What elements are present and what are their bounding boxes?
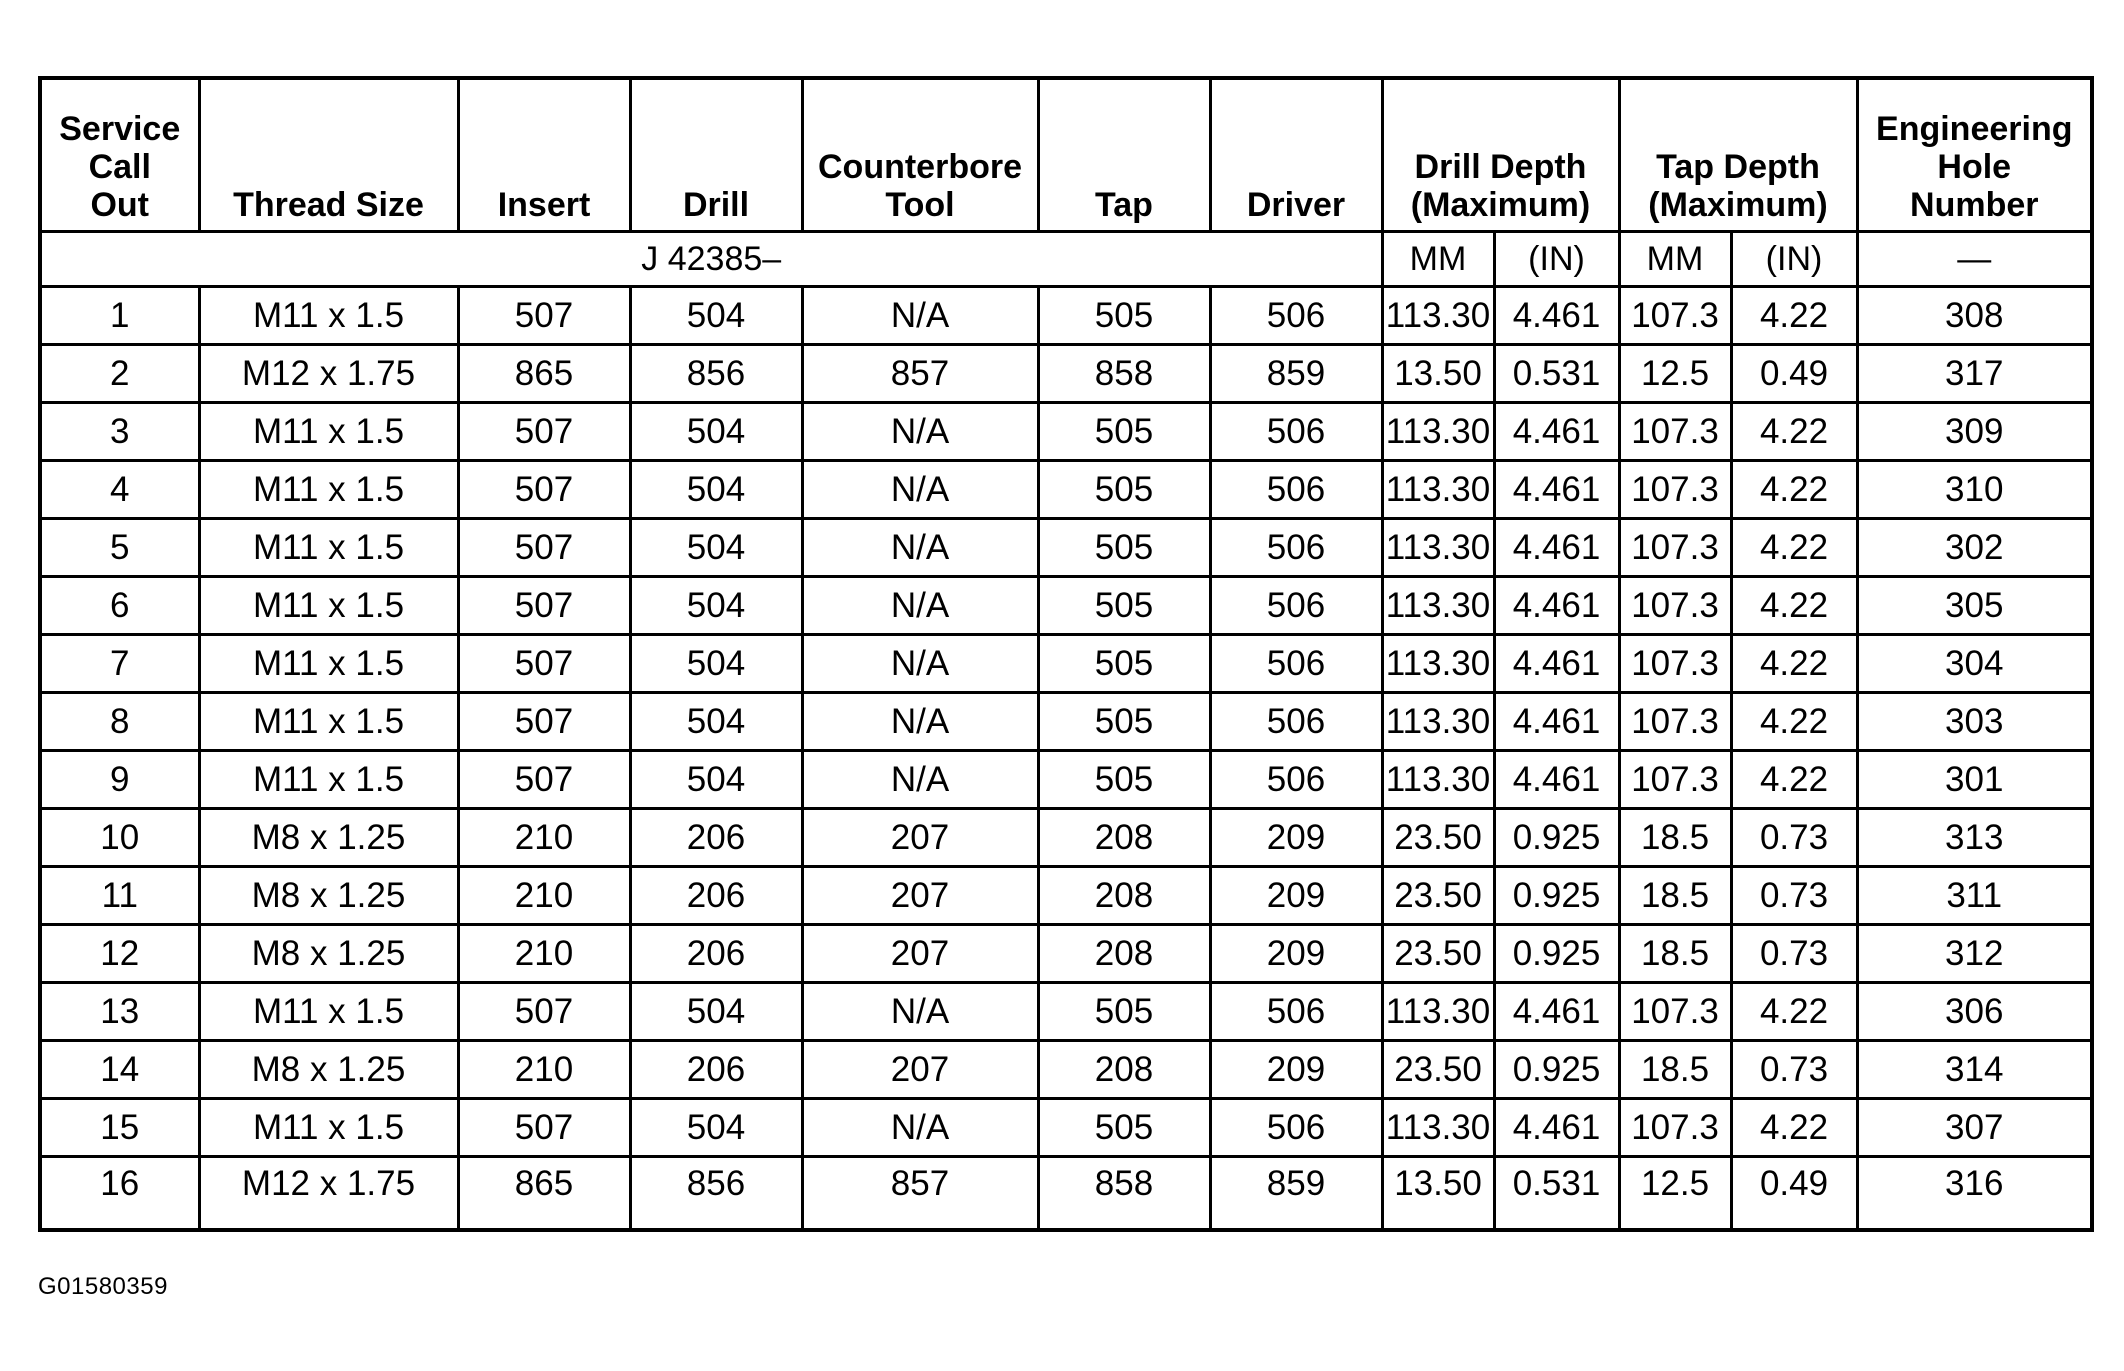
drill-depth-in-cell: 4.461 [1494, 751, 1619, 809]
tap-depth-in-cell: 0.49 [1731, 1157, 1857, 1231]
header-line: Drill Depth [1414, 148, 1587, 186]
header-line: Thread Size [233, 186, 424, 224]
thread-size-cell: M11 x 1.5 [199, 1099, 458, 1157]
tap-depth-mm-unit: MM [1619, 232, 1731, 287]
drill-depth-mm-cell: 113.30 [1382, 635, 1494, 693]
tap-depth-mm-cell: 107.3 [1619, 461, 1731, 519]
thread-size-cell: M11 x 1.5 [199, 287, 458, 345]
service-call-out-cell: 12 [40, 925, 199, 983]
table-row [40, 983, 2092, 1041]
header-line: (Maximum) [1648, 186, 1828, 224]
drill-depth-in-cell: 0.925 [1494, 809, 1619, 867]
tap-depth-in-unit: (IN) [1731, 232, 1857, 287]
header-drill-depth [1382, 78, 1619, 232]
table-row [40, 751, 2092, 809]
drill-depth-in-cell: 4.461 [1494, 519, 1619, 577]
service-call-out-cell: 7 [40, 635, 199, 693]
drill-depth-in-cell: 0.531 [1494, 345, 1619, 403]
engineering-hole-number-cell: 314 [1857, 1041, 2092, 1099]
driver-cell: 209 [1210, 867, 1382, 925]
drill-depth-mm-cell: 113.30 [1382, 403, 1494, 461]
drill-depth-in-cell: 4.461 [1494, 403, 1619, 461]
counterbore-tool-cell: N/A [802, 693, 1038, 751]
header-line: Engineering [1876, 110, 2073, 148]
table-row [40, 1157, 2092, 1231]
drill-cell: 206 [630, 809, 802, 867]
thread-size-cell: M12 x 1.75 [199, 345, 458, 403]
tap-cell: 505 [1038, 461, 1210, 519]
drill-cell: 856 [630, 345, 802, 403]
engineering-hole-number-cell: 305 [1857, 577, 2092, 635]
tap-depth-mm-cell: 107.3 [1619, 403, 1731, 461]
drill-depth-mm-cell: 23.50 [1382, 867, 1494, 925]
header-line: Out [90, 186, 150, 224]
drill-cell: 504 [630, 577, 802, 635]
thread-size-cell: M11 x 1.5 [199, 983, 458, 1041]
drill-depth-in-cell: 4.461 [1494, 983, 1619, 1041]
counterbore-tool-cell: N/A [802, 751, 1038, 809]
header-insert [458, 78, 630, 232]
service-call-out-cell: 13 [40, 983, 199, 1041]
drill-depth-in-unit: (IN) [1494, 232, 1619, 287]
header-tap-depth [1619, 78, 1857, 232]
tap-depth-in-cell: 0.73 [1731, 925, 1857, 983]
header-tap [1038, 78, 1210, 232]
driver-cell: 506 [1210, 577, 1382, 635]
drill-depth-mm-cell: 113.30 [1382, 983, 1494, 1041]
drill-depth-in-cell: 4.461 [1494, 693, 1619, 751]
thread-size-cell: M11 x 1.5 [199, 403, 458, 461]
service-call-out-cell: 2 [40, 345, 199, 403]
engineering-hole-number-cell: 309 [1857, 403, 2092, 461]
header-thread-size [199, 78, 458, 232]
drill-depth-in-cell: 4.461 [1494, 461, 1619, 519]
header-line: Driver [1246, 186, 1346, 224]
table-row [40, 693, 2092, 751]
service-call-out-cell: 14 [40, 1041, 199, 1099]
driver-cell: 506 [1210, 461, 1382, 519]
drill-depth-mm-unit: MM [1382, 232, 1494, 287]
header-line: Tap Depth [1656, 148, 1820, 186]
insert-cell: 865 [458, 345, 630, 403]
counterbore-tool-cell: N/A [802, 1099, 1038, 1157]
tap-depth-in-cell: 4.22 [1731, 519, 1857, 577]
tap-depth-in-cell: 0.49 [1731, 345, 1857, 403]
driver-cell: 506 [1210, 635, 1382, 693]
service-call-out-cell: 8 [40, 693, 199, 751]
header-driver [1210, 78, 1382, 232]
thread-size-cell: M8 x 1.25 [199, 809, 458, 867]
insert-cell: 507 [458, 519, 630, 577]
counterbore-tool-cell: N/A [802, 287, 1038, 345]
drill-depth-mm-cell: 23.50 [1382, 1041, 1494, 1099]
drill-depth-mm-cell: 113.30 [1382, 577, 1494, 635]
thread-size-cell: M11 x 1.5 [199, 751, 458, 809]
engineering-hole-number-cell: 302 [1857, 519, 2092, 577]
counterbore-tool-cell: 857 [802, 345, 1038, 403]
table-row [40, 577, 2092, 635]
driver-cell: 506 [1210, 1099, 1382, 1157]
figure-code: G01580359 [38, 1273, 168, 1300]
tap-cell: 505 [1038, 577, 1210, 635]
drill-cell: 206 [630, 867, 802, 925]
engineering-hole-number-cell: 310 [1857, 461, 2092, 519]
insert-cell: 507 [458, 693, 630, 751]
tap-depth-in-cell: 4.22 [1731, 1099, 1857, 1157]
tap-cell: 505 [1038, 635, 1210, 693]
tap-depth-in-cell: 4.22 [1731, 693, 1857, 751]
tap-depth-mm-cell: 18.5 [1619, 925, 1731, 983]
drill-depth-in-cell: 4.461 [1494, 287, 1619, 345]
insert-cell: 865 [458, 1157, 630, 1231]
insert-cell: 507 [458, 403, 630, 461]
drill-depth-mm-cell: 113.30 [1382, 751, 1494, 809]
tap-depth-mm-cell: 107.3 [1619, 693, 1731, 751]
engineering-hole-number-cell: 303 [1857, 693, 2092, 751]
engineering-hole-number-cell: 313 [1857, 809, 2092, 867]
insert-cell: 507 [458, 577, 630, 635]
tap-depth-mm-cell: 107.3 [1619, 577, 1731, 635]
tap-depth-in-cell: 4.22 [1731, 577, 1857, 635]
driver-cell: 506 [1210, 983, 1382, 1041]
tap-depth-mm-cell: 107.3 [1619, 287, 1731, 345]
insert-cell: 210 [458, 867, 630, 925]
counterbore-tool-cell: N/A [802, 403, 1038, 461]
drill-cell: 856 [630, 1157, 802, 1231]
engineering-hole-number-cell: 317 [1857, 345, 2092, 403]
drill-depth-in-cell: 0.925 [1494, 867, 1619, 925]
drill-depth-mm-cell: 23.50 [1382, 809, 1494, 867]
counterbore-tool-cell: 857 [802, 1157, 1038, 1231]
engineering-hole-number-cell: 312 [1857, 925, 2092, 983]
drill-depth-mm-cell: 113.30 [1382, 693, 1494, 751]
table-row [40, 345, 2092, 403]
drill-depth-in-cell: 4.461 [1494, 635, 1619, 693]
tap-cell: 505 [1038, 1099, 1210, 1157]
drill-cell: 504 [630, 751, 802, 809]
service-call-out-cell: 10 [40, 809, 199, 867]
drill-cell: 504 [630, 693, 802, 751]
tap-cell: 505 [1038, 403, 1210, 461]
header-counterbore-tool [802, 78, 1038, 232]
service-call-out-cell: 6 [40, 577, 199, 635]
counterbore-tool-cell: N/A [802, 461, 1038, 519]
tap-depth-in-cell: 0.73 [1731, 1041, 1857, 1099]
drill-cell: 504 [630, 519, 802, 577]
insert-cell: 210 [458, 809, 630, 867]
subheader-row [40, 232, 2092, 287]
service-call-out-cell: 3 [40, 403, 199, 461]
tap-depth-mm-cell: 107.3 [1619, 751, 1731, 809]
tap-depth-in-cell: 4.22 [1731, 403, 1857, 461]
tap-cell: 208 [1038, 1041, 1210, 1099]
counterbore-tool-cell: 207 [802, 1041, 1038, 1099]
drill-cell: 206 [630, 925, 802, 983]
insert-cell: 507 [458, 635, 630, 693]
thread-size-cell: M11 x 1.5 [199, 635, 458, 693]
drill-depth-in-cell: 4.461 [1494, 1099, 1619, 1157]
drill-depth-mm-cell: 113.30 [1382, 461, 1494, 519]
service-call-out-cell: 11 [40, 867, 199, 925]
drill-depth-mm-cell: 23.50 [1382, 925, 1494, 983]
header-drill [630, 78, 802, 232]
drill-depth-mm-cell: 13.50 [1382, 1157, 1494, 1231]
tap-depth-in-cell: 0.73 [1731, 867, 1857, 925]
tap-cell: 208 [1038, 809, 1210, 867]
tap-depth-mm-cell: 12.5 [1619, 1157, 1731, 1231]
tap-cell: 208 [1038, 867, 1210, 925]
insert-cell: 507 [458, 983, 630, 1041]
thread-size-cell: M11 x 1.5 [199, 693, 458, 751]
drill-depth-mm-cell: 113.30 [1382, 1099, 1494, 1157]
drill-depth-mm-cell: 113.30 [1382, 287, 1494, 345]
table-row [40, 287, 2092, 345]
driver-cell: 859 [1210, 1157, 1382, 1231]
tap-cell: 858 [1038, 345, 1210, 403]
driver-cell: 506 [1210, 693, 1382, 751]
engineering-hole-number-cell: 301 [1857, 751, 2092, 809]
thread-size-cell: M8 x 1.25 [199, 1041, 458, 1099]
table-body [40, 287, 2092, 1231]
table-row [40, 1099, 2092, 1157]
drill-depth-in-cell: 0.531 [1494, 1157, 1619, 1231]
tap-depth-mm-cell: 107.3 [1619, 635, 1731, 693]
counterbore-tool-cell: N/A [802, 577, 1038, 635]
table-row [40, 867, 2092, 925]
engineering-hole-number-cell: 316 [1857, 1157, 2092, 1231]
counterbore-tool-cell: 207 [802, 925, 1038, 983]
tap-depth-in-cell: 4.22 [1731, 635, 1857, 693]
tap-depth-mm-cell: 107.3 [1619, 1099, 1731, 1157]
tool-number-prefix: J 42385– [40, 232, 1382, 287]
insert-cell: 507 [458, 461, 630, 519]
insert-cell: 507 [458, 287, 630, 345]
service-call-out-cell: 15 [40, 1099, 199, 1157]
driver-cell: 506 [1210, 751, 1382, 809]
thread-size-cell: M8 x 1.25 [199, 867, 458, 925]
tap-depth-in-cell: 4.22 [1731, 751, 1857, 809]
header-line: Counterbore [818, 148, 1022, 186]
engineering-hole-number-cell: 304 [1857, 635, 2092, 693]
driver-cell: 859 [1210, 345, 1382, 403]
tap-depth-in-cell: 4.22 [1731, 287, 1857, 345]
insert-cell: 210 [458, 1041, 630, 1099]
driver-cell: 209 [1210, 809, 1382, 867]
service-call-out-cell: 9 [40, 751, 199, 809]
header-line: Tap [1095, 186, 1153, 224]
tap-cell: 505 [1038, 519, 1210, 577]
tap-depth-in-cell: 4.22 [1731, 983, 1857, 1041]
header-line: Insert [497, 186, 591, 224]
table-row [40, 1041, 2092, 1099]
table-row [40, 403, 2092, 461]
header-line: Tool [885, 186, 955, 224]
thread-size-cell: M11 x 1.5 [199, 577, 458, 635]
drill-depth-mm-cell: 13.50 [1382, 345, 1494, 403]
driver-cell: 209 [1210, 925, 1382, 983]
table-row [40, 519, 2092, 577]
engineering-hole-number-cell: 308 [1857, 287, 2092, 345]
driver-cell: 209 [1210, 1041, 1382, 1099]
header-line: Hole [1937, 148, 2012, 186]
drill-cell: 504 [630, 403, 802, 461]
tap-depth-in-cell: 0.73 [1731, 809, 1857, 867]
insert-cell: 507 [458, 1099, 630, 1157]
header-engineering-hole-number [1857, 78, 2092, 232]
tap-cell: 505 [1038, 751, 1210, 809]
drill-depth-in-cell: 4.461 [1494, 577, 1619, 635]
tap-cell: 505 [1038, 983, 1210, 1041]
tap-cell: 505 [1038, 693, 1210, 751]
tap-cell: 858 [1038, 1157, 1210, 1231]
tap-depth-mm-cell: 107.3 [1619, 519, 1731, 577]
header-line: Call [88, 148, 151, 186]
counterbore-tool-cell: N/A [802, 635, 1038, 693]
driver-cell: 506 [1210, 287, 1382, 345]
header-service-call-out [40, 78, 199, 232]
tap-depth-mm-cell: 107.3 [1619, 983, 1731, 1041]
insert-cell: 210 [458, 925, 630, 983]
drill-depth-in-cell: 0.925 [1494, 925, 1619, 983]
drill-cell: 504 [630, 983, 802, 1041]
service-call-out-cell: 1 [40, 287, 199, 345]
table-row [40, 635, 2092, 693]
thread-size-cell: M11 x 1.5 [199, 461, 458, 519]
spec-table [38, 76, 2094, 1232]
table-row [40, 925, 2092, 983]
drill-depth-mm-cell: 113.30 [1382, 519, 1494, 577]
driver-cell: 506 [1210, 403, 1382, 461]
thread-size-cell: M11 x 1.5 [199, 519, 458, 577]
drill-cell: 504 [630, 287, 802, 345]
drill-cell: 504 [630, 461, 802, 519]
counterbore-tool-cell: 207 [802, 867, 1038, 925]
engineering-hole-number-cell: 311 [1857, 867, 2092, 925]
table-row [40, 809, 2092, 867]
service-call-out-cell: 5 [40, 519, 199, 577]
engineering-hole-number-cell: 306 [1857, 983, 2092, 1041]
header-line: Drill [682, 186, 750, 224]
counterbore-tool-cell: N/A [802, 983, 1038, 1041]
thread-size-cell: M8 x 1.25 [199, 925, 458, 983]
header-line: Number [1910, 186, 2039, 224]
counterbore-tool-cell: N/A [802, 519, 1038, 577]
insert-cell: 507 [458, 751, 630, 809]
tap-depth-mm-cell: 18.5 [1619, 867, 1731, 925]
drill-depth-in-cell: 0.925 [1494, 1041, 1619, 1099]
drill-cell: 504 [630, 1099, 802, 1157]
drill-cell: 206 [630, 1041, 802, 1099]
engineering-hole-number-cell: 307 [1857, 1099, 2092, 1157]
tap-depth-in-cell: 4.22 [1731, 461, 1857, 519]
header-row [40, 78, 2092, 232]
thread-size-cell: M12 x 1.75 [199, 1157, 458, 1231]
service-call-out-cell: 16 [40, 1157, 199, 1231]
engineering-hole-dash: — [1857, 232, 2092, 287]
drill-cell: 504 [630, 635, 802, 693]
counterbore-tool-cell: 207 [802, 809, 1038, 867]
driver-cell: 506 [1210, 519, 1382, 577]
tap-depth-mm-cell: 12.5 [1619, 345, 1731, 403]
service-call-out-cell: 4 [40, 461, 199, 519]
table-row [40, 461, 2092, 519]
header-line: (Maximum) [1410, 186, 1591, 224]
header-line: Service [59, 110, 181, 148]
tap-cell: 505 [1038, 287, 1210, 345]
tap-depth-mm-cell: 18.5 [1619, 809, 1731, 867]
tap-cell: 208 [1038, 925, 1210, 983]
tap-depth-mm-cell: 18.5 [1619, 1041, 1731, 1099]
